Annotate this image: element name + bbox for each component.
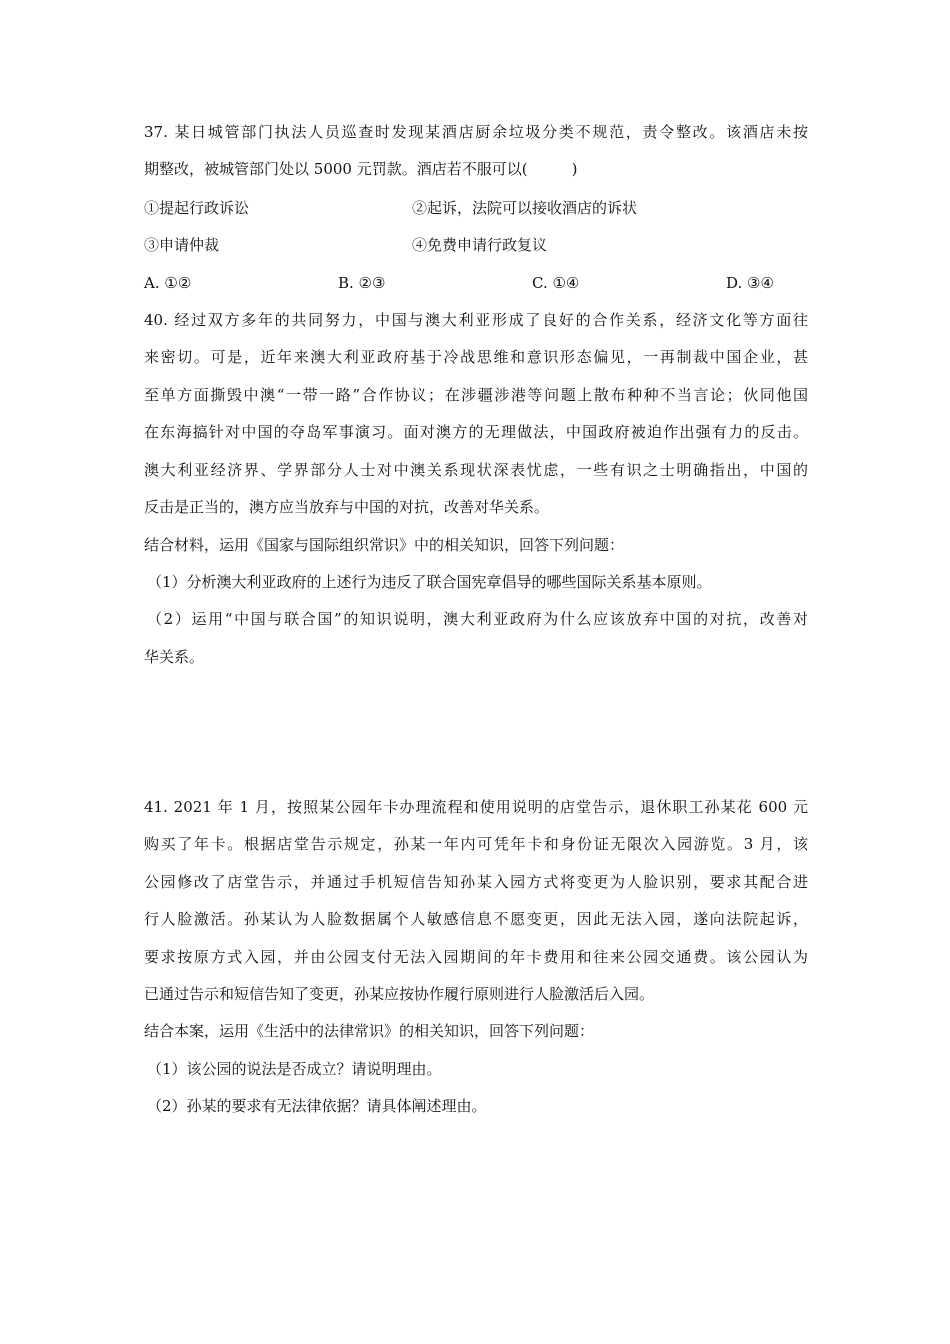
q37-item-3: ③申请仲裁: [144, 236, 220, 254]
q40-subquestion-2-line-2: 华关系。: [144, 648, 205, 666]
q41-case-line-6: 已通过告示和短信告知了变更，孙某应按协作履行原则进行人脸激活后入园。: [144, 985, 655, 1003]
q37-option-a: A. ①②: [144, 274, 192, 292]
q37-item-2: ②起诉，法院可以接收酒店的诉状: [412, 199, 638, 217]
q37-close-paren: ): [571, 160, 578, 178]
q37-stem-line-1: 37. 某日城管部门执法人员巡查时发现某酒店厨余垃圾分类不规范，责令整改。该酒店未按: [144, 123, 808, 141]
q37-option-b: B. ②③: [338, 274, 386, 292]
q40-subquestion-1: （1）分析澳大利亚政府的上述行为违反了联合国宪章倡导的哪些国际关系基本原则。: [147, 573, 712, 591]
q41-subquestion-2: （2）孙某的要求有无法律依据？请具体阐述理由。: [147, 1097, 487, 1115]
q40-material-line-2: 来密切。可是，近年来澳大利亚政府基于冷战思维和意识形态偏见，一再制裁中国企业，甚: [144, 348, 808, 366]
q41-case-line-5: 要求按原方式入园，并由公园支付无法入园期间的年卡费用和往来公园交通费。该公园认为: [144, 948, 808, 966]
q41-prompt: 结合本案，运用《生活中的法律常识》的相关知识，回答下列问题：: [144, 1022, 595, 1040]
q40-material-line-1: 40. 经过双方多年的共同努力，中国与澳大利亚形成了良好的合作关系，经济文化等方面往: [144, 311, 808, 329]
q37-stem-line-2-text: 期整改，被城管部门处以 5000 元罚款。酒店若不服可以(: [144, 160, 528, 178]
q37-item-4: ④免费申请行政复议: [412, 236, 548, 254]
q40-subquestion-2-line-1: （2）运用“中国与联合国”的知识说明，澳大利亚政府为什么应该放弃中国的对抗，改善对: [147, 610, 808, 628]
q41-case-line-3: 公园修改了店堂告示，并通过手机短信告知孙某入园方式将变更为人脸识别，要求其配合进: [144, 873, 808, 891]
q37-item-1: ①提起行政诉讼: [144, 199, 250, 217]
q40-material-line-3: 至单方面撕毁中澳“一带一路”合作协议；在涉疆涉港等问题上散布种种不当言论；伙同他国: [144, 386, 808, 404]
q40-material-line-6: 反击是正当的，澳方应当放弃与中国的对抗，改善对华关系。: [144, 498, 550, 516]
q37-option-c: C. ①④: [532, 274, 580, 292]
q37-stem-line-2: [144, 159, 808, 179]
q37-option-d: D. ③④: [726, 274, 774, 292]
q41-subquestion-1: （1）该公园的说法是否成立？请说明理由。: [147, 1060, 442, 1078]
q41-case-line-4: 行人脸激活。孙某认为人脸数据属个人敏感信息不愿变更，因此无法入园，遂向法院起诉，: [144, 910, 808, 928]
q41-case-line-2: 购买了年卡。根据店堂告示规定，孙某一年内可凭年卡和身份证无限次入园游览。3 月，该: [144, 835, 808, 853]
q40-material-line-4: 在东海搞针对中国的夺岛军事演习。面对澳方的无理做法，中国政府被迫作出强有力的反击。: [144, 423, 808, 441]
q40-material-line-5: 澳大利亚经济界、学界部分人士对中澳关系现状深表忧虑，一些有识之士明确指出，中国的: [144, 461, 808, 479]
q40-prompt: 结合材料，运用《国家与国际组织常识》中的相关知识，回答下列问题：: [144, 536, 625, 554]
q41-case-line-1: 41. 2021 年 1 月，按照某公园年卡办理流程和使用说明的店堂告示，退休职工孙某花 600 元: [144, 798, 808, 816]
